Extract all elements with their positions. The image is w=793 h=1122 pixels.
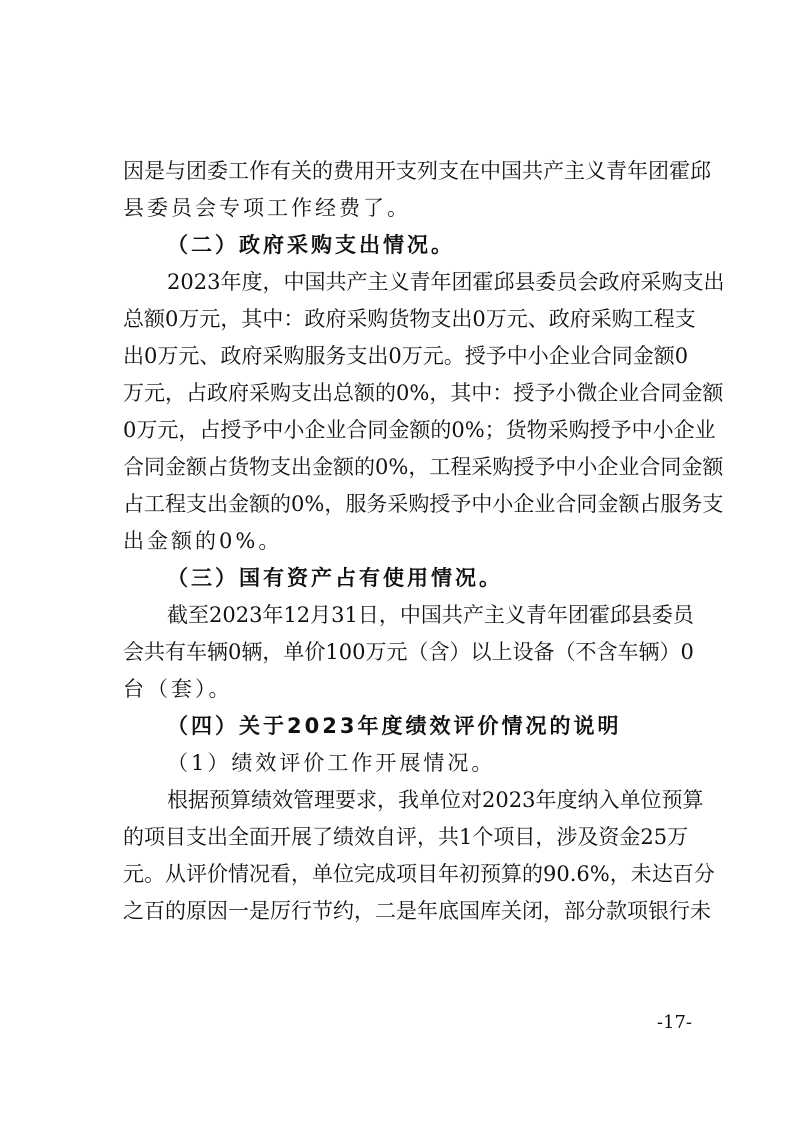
text-line: 元。从评价情况看，单位完成项目年初预算的90.6%，未达百分 [123,862,715,886]
heading-text: （三）国有资产占有使用情况。 [167,566,503,590]
paragraph [123,597,694,708]
heading-text: （四）关于2023年度绩效评价情况的说明 [167,714,622,738]
text-line: （1）绩效评价工作开展情况。 [167,751,496,775]
section-heading [123,708,671,745]
text-line: 台（套）。 [123,677,233,701]
paragraph [123,153,711,227]
text-line: 之百的原因一是厉行节约，二是年底国库关闭，部分款项银行未 [123,899,711,923]
text-line: 万元，占政府采购支出总额的0%，其中：授予小微企业合同金额 [123,381,724,405]
text-line: 总额0万元，其中：政府采购货物支出0万元、政府采购工程支 [123,307,696,331]
document-body [123,153,725,930]
text-line: 的项目支出全面开展了绩效自评，共1个项目，涉及资金25万 [123,825,689,849]
text-line: 出金额的0%。 [123,529,283,553]
section-heading [123,560,671,597]
text-line: 占工程支出金额的0%，服务采购授予中小企业合同金额占服务支 [123,492,724,516]
heading-text: （二）政府采购支出情况。 [167,233,455,257]
page-number: -17- [656,1012,692,1033]
text-line: 会共有车辆0辆，单价100万元（含）以上设备（不含车辆）0 [123,640,694,664]
text-line: 根据预算绩效管理要求，我单位对2023年度纳入单位预算 [167,788,704,812]
paragraph [123,264,725,560]
text-line: 2023年度，中国共产主义青年团霍邱县委员会政府采购支出 [167,270,725,294]
text-line: 合同金额占货物支出金额的0%，工程采购授予中小企业合同金额 [123,455,724,479]
section-heading [123,227,671,264]
text-line: 出0万元、政府采购服务支出0万元。授予中小企业合同金额0 [123,344,689,368]
paragraph [123,782,715,930]
text-line: 县委员会专项工作经费了。 [123,196,411,220]
text-line: 0万元，占授予中小企业合同金额的0%；货物采购授予中小企业 [123,418,716,442]
paragraph [123,745,671,782]
text-line: 因是与团委工作有关的费用开支列支在中国共产主义青年团霍邱 [123,159,711,183]
text-line: 截至2023年12月31日，中国共产主义青年团霍邱县委员 [167,603,694,627]
